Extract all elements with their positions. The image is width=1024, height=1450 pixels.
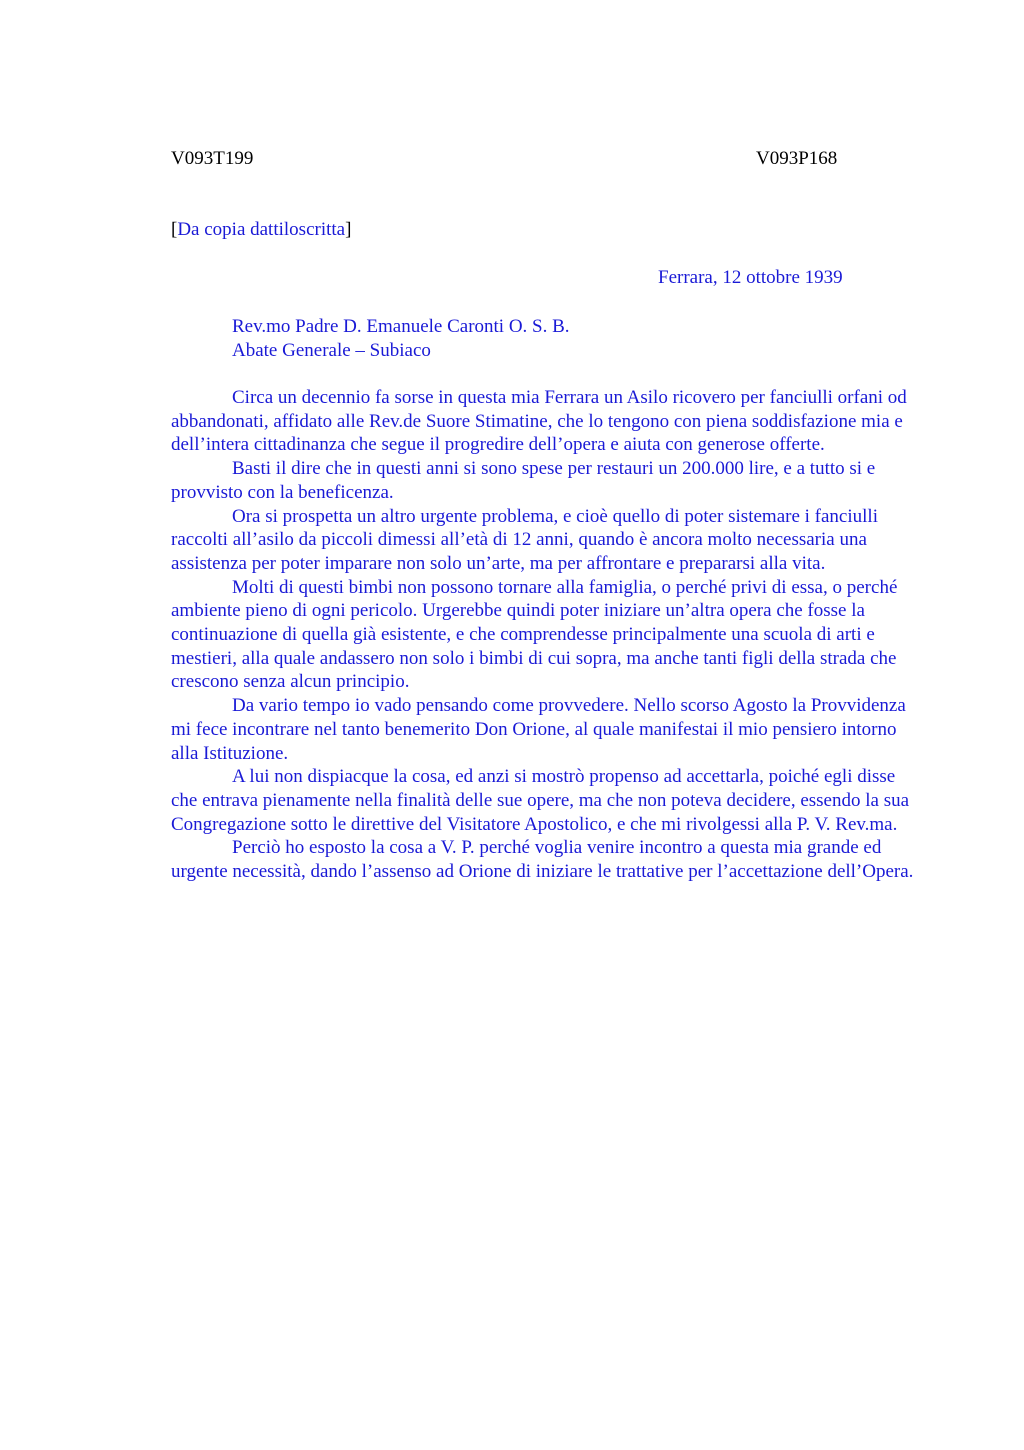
letter-date: Ferrara, 12 ottobre 1939	[658, 267, 843, 288]
paragraph-7: Perciò ho esposto la cosa a V. P. perché voglia venire incontro a questa mia grande ed urgente necessità, dando l’assenso ad Orione di iniziare le trattative per l’accettazione dell’Opera.	[171, 837, 914, 883]
recipient-name: Rev.mo Padre D. Emanuele Caronti O. S. B.	[232, 316, 570, 337]
source-note	[171, 219, 351, 241]
volume-code-right: V093P168	[756, 148, 838, 169]
paragraph-3: Ora si prospetta un altro urgente problema, e cioè quello di poter sistemare i fanciulli raccolti all’asilo da piccoli dimessi all’età di 12 anni, quando è ancora molto necessaria una assistenza per poter imparare non solo un’arte, ma per affrontare e prepararsi alla vita.	[171, 505, 878, 574]
paragraph-4: Molti di questi bimbi non possono tornare alla famiglia, o perché privi di essa, o perché ambiente pieno di ogni pericolo. Urgerebbe quindi poter iniziare un’altra opera che fosse la continuazione di quella già esistente, e che comprendesse principalmente una scuola di arti e mestieri, alla quale andassero non solo i bimbi di cui sopra, ma anche tanti figli della strada che crescono senza alcun principio.	[171, 576, 898, 693]
paragraph-5: Da vario tempo io vado pensando come provvedere. Nello scorso Agosto la Provvidenza mi fece incontrare nel tanto benemerito Don Orione, al quale manifestai il mio pensiero intorno alla Istituzione.	[171, 695, 906, 764]
recipient-title: Abate Generale – Subiaco	[232, 340, 431, 361]
source-note-text: Da copia dattiloscritta	[177, 219, 346, 240]
source-note-close-bracket: ]	[345, 219, 352, 240]
volume-code-left: V093T199	[171, 148, 254, 169]
paragraph-1: Circa un decennio fa sorse in questa mia Ferrara un Asilo ricovero per fanciulli orfani od abbandonati, affidato alle Rev.de Suore Stimatine, che lo tengono con piena soddisfazione mia e dell’intera cittadinanza che segue il progredire dell’opera e aiuta con generose offerte.	[171, 387, 907, 456]
paragraph-6: A lui non dispiacque la cosa, ed anzi si mostrò propenso ad accettarla, poiché egli disse che entrava pienamente nella finalità delle sue opere, ma che non poteva decidere, essendo la sua Congregazione sotto le direttive del Visitatore Apostolico, e che mi rivolgessi alla P. V. Rev.ma.	[171, 766, 910, 835]
recipient-block	[232, 315, 570, 363]
paragraph-2: Basti il dire che in questi anni si sono spese per restauri un 200.000 lire, e a tutto si e provvisto con la beneficenza.	[171, 458, 876, 503]
letter-body	[171, 386, 923, 884]
source-note-open-bracket: [	[171, 219, 178, 240]
